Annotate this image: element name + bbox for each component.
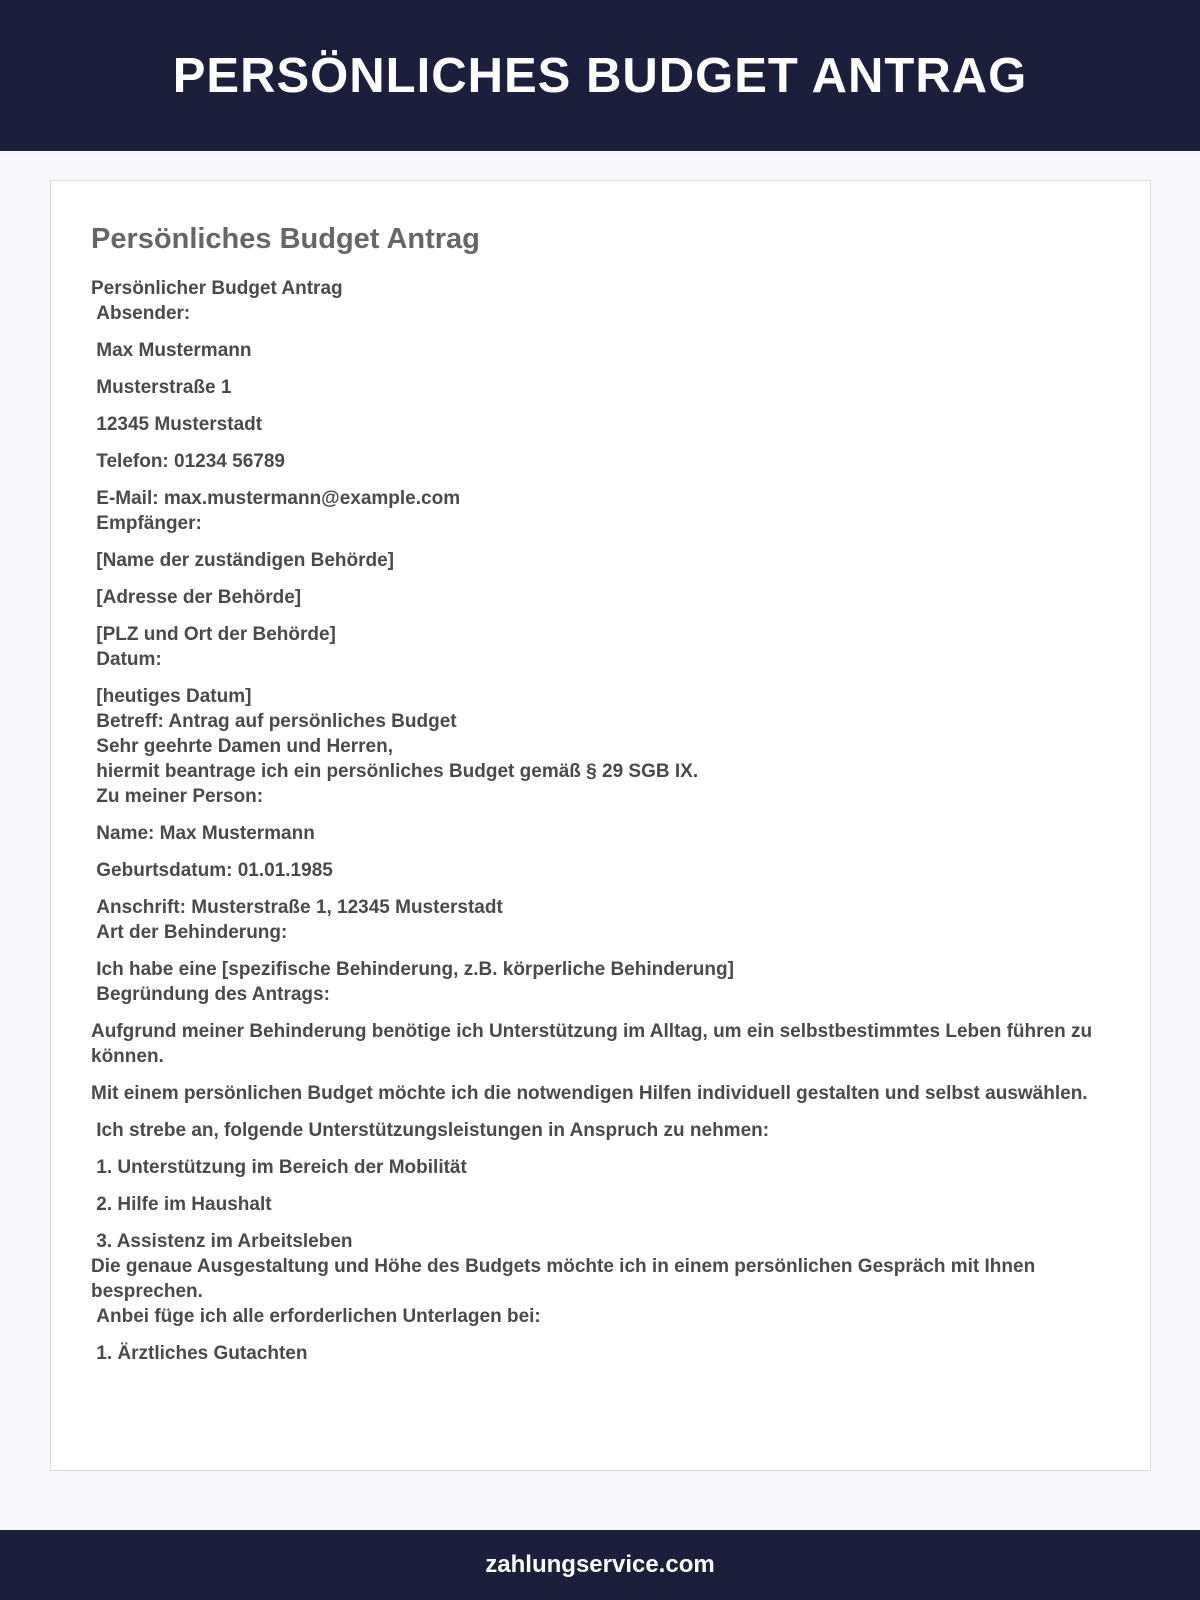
document-content xyxy=(91,221,1111,1366)
doc-line: Persönlicher Budget Antrag xyxy=(91,278,343,299)
recipient-city: [PLZ und Ort der Behörde] xyxy=(91,624,336,645)
header-title: PERSÖNLICHES BUDGET ANTRAG xyxy=(172,48,1028,103)
person-name: Name: Max Mustermann xyxy=(91,823,315,844)
sender-street: Musterstraße 1 xyxy=(91,377,232,398)
recipient-address: [Adresse der Behörde] xyxy=(91,587,302,608)
request-statement: hiermit beantrage ich ein persönliches Budget gemäß § 29 SGB IX. xyxy=(91,761,699,782)
sender-name: Max Mustermann xyxy=(91,340,252,361)
reason-heading: Begründung des Antrags: xyxy=(91,984,330,1005)
person-address: Anschrift: Musterstraße 1, 12345 Musterstadt xyxy=(91,897,503,918)
page-header xyxy=(0,0,1200,151)
sender-heading: Absender: xyxy=(91,303,191,324)
document-title: Persönliches Budget Antrag xyxy=(91,223,480,255)
recipient-heading: Empfänger: xyxy=(91,513,202,534)
attachment-item: 1. Ärztliches Gutachten xyxy=(91,1343,308,1364)
person-birthdate: Geburtsdatum: 01.01.1985 xyxy=(91,860,333,881)
sender-city: 12345 Musterstadt xyxy=(91,414,263,435)
attachments-heading: Anbei füge ich alle erforderlichen Unterlagen bei: xyxy=(91,1306,541,1327)
recipient-name: [Name der zuständigen Behörde] xyxy=(91,550,394,571)
budget-paragraph: Die genaue Ausgestaltung und Höhe des Budgets möchte ich in einem persönlichen Gespräch mit Ihnen besprechen. xyxy=(91,1256,1041,1302)
service-item: 3. Assistenz im Arbeitsleben xyxy=(91,1231,353,1252)
date-heading: Datum: xyxy=(91,649,162,670)
reason-paragraph-2: Mit einem persönlichen Budget möchte ich die notwendigen Hilfen individuell gestalten und selbst auswählen. xyxy=(91,1083,1088,1104)
sender-email: E-Mail: max.mustermann@example.com xyxy=(91,488,461,509)
disability-heading: Art der Behinderung: xyxy=(91,922,288,943)
page-footer xyxy=(0,1530,1200,1600)
footer-domain: zahlungservice.com xyxy=(485,1551,715,1578)
disability-description: Ich habe eine [spezifische Behinderung, z.B. körperliche Behinderung] xyxy=(91,959,734,980)
date-value: [heutiges Datum] xyxy=(91,686,252,707)
salutation: Sehr geehrte Damen und Herren, xyxy=(91,736,393,757)
person-heading: Zu meiner Person: xyxy=(91,786,264,807)
reason-paragraph-1: Aufgrund meiner Behinderung benötige ich Unterstützung im Alltag, um ein selbstbestimmtes Leben führen zu können. xyxy=(91,1021,1098,1067)
service-item: 1. Unterstützung im Bereich der Mobilität xyxy=(91,1157,467,1178)
subject-line: Betreff: Antrag auf persönliches Budget xyxy=(91,711,457,732)
services-intro: Ich strebe an, folgende Unterstützungsleistungen in Anspruch zu nehmen: xyxy=(91,1120,770,1141)
document-card xyxy=(50,180,1151,1471)
sender-phone: Telefon: 01234 56789 xyxy=(91,451,285,472)
service-item: 2. Hilfe im Haushalt xyxy=(91,1194,272,1215)
